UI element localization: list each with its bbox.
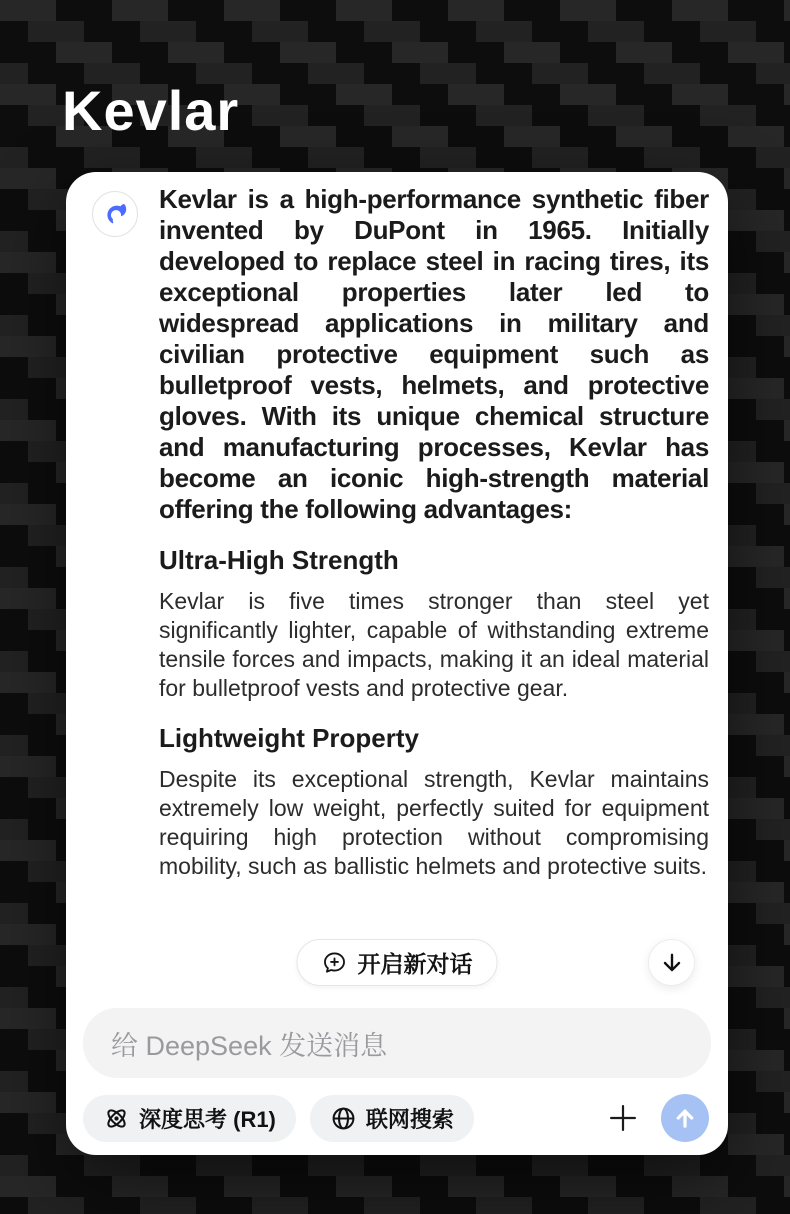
arrow-down-icon — [659, 950, 685, 976]
page-title: Kevlar — [62, 79, 240, 142]
deep-think-toggle[interactable] — [83, 1095, 296, 1142]
action-row — [66, 939, 728, 986]
section-heading-ultra-high-strength: Ultra-High Strength — [159, 545, 399, 575]
section-body-ultra-high-strength: Kevlar is five times stronger than steel yet significantly lighter, capable of withstanding extreme tensile forces and impacts, making it an ideal material for bulletproof vests and protective gear. — [159, 588, 709, 701]
assistant-message — [159, 184, 709, 881]
section-heading-lightweight-property: Lightweight Property — [159, 723, 419, 753]
chat-card — [66, 172, 728, 1155]
new-chat-label: 开启新对话 — [357, 951, 473, 977]
send-button[interactable] — [661, 1094, 709, 1142]
message-intro: Kevlar is a high-performance synthetic fiber invented by DuPont in 1965. Initially developed to replace steel in racing tires, its exceptional properties later led to widespread applications in military and civilian protective equipment such as bulletproof vests, helmets, and protective gloves. With its unique chemical structure and manufacturing processes, Kevlar has become an iconic high-strength material offering the following advantages: — [159, 184, 709, 524]
chat-plus-icon — [322, 950, 348, 976]
atom-icon — [103, 1105, 130, 1132]
composer-toolbar — [83, 1094, 709, 1142]
plus-icon — [604, 1099, 642, 1137]
web-search-label: 联网搜索 — [365, 1106, 454, 1132]
new-chat-button[interactable] — [297, 939, 498, 986]
message-input[interactable] — [83, 1008, 711, 1078]
attach-button[interactable] — [601, 1096, 645, 1140]
input-placeholder: 给 DeepSeek 发送消息 — [111, 1030, 388, 1061]
web-search-toggle[interactable] — [310, 1095, 474, 1142]
globe-icon — [330, 1105, 357, 1132]
arrow-up-icon — [672, 1105, 698, 1131]
scroll-down-button[interactable] — [648, 939, 695, 986]
deep-think-label: 深度思考 (R1) — [139, 1106, 276, 1132]
section-body-lightweight-property: Despite its exceptional strength, Kevlar maintains extremely low weight, perfectly suited for equipment requiring high protection without compromising mobility, such as ballistic helmets and protective suits. — [159, 766, 709, 879]
deepseek-whale-icon — [92, 191, 138, 237]
